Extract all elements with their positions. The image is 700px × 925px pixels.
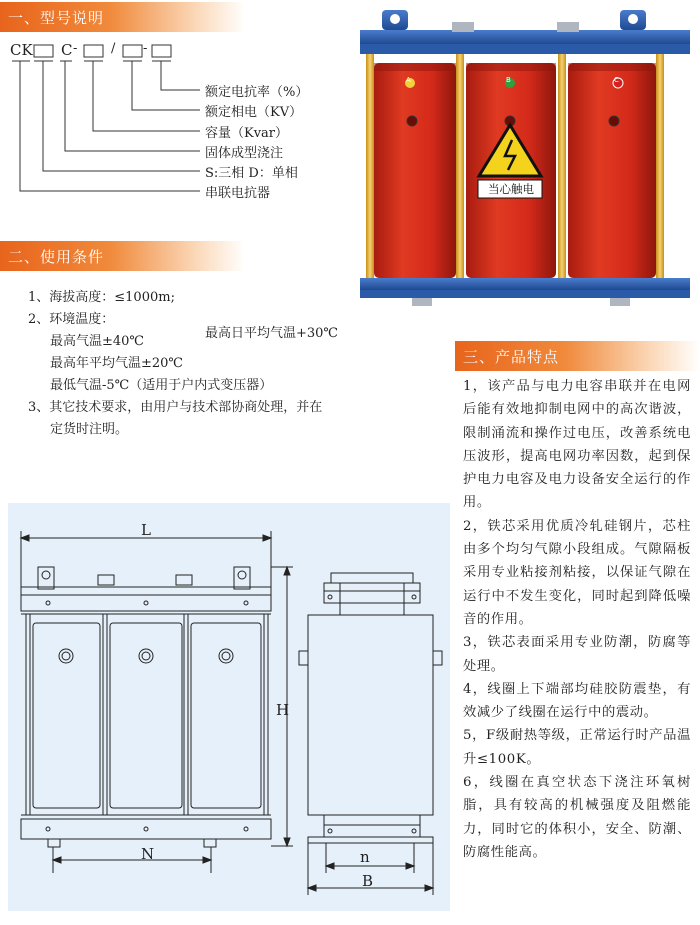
condition-other-cont: 定货时注明。: [50, 422, 129, 437]
section-title: 三、产品特点: [463, 347, 560, 366]
legend-reactance-rate: 额定电抗率（%）: [205, 85, 309, 100]
condition-altitude: 1、海拔高度：≤1000m;: [28, 290, 175, 305]
legend-capacity: 容量（Kvar）: [205, 126, 289, 141]
model-code-diagram: [0, 35, 360, 205]
phase-label-a: A: [406, 76, 411, 84]
section-header-conditions: [0, 241, 245, 271]
feature-paragraph: 6，线圈在真空状态下浇注环氧树脂，具有较高的机械强度及阻燃能力，同时它的体积小，安全、防潮、防腐性能高。: [463, 775, 691, 860]
dimension-drawing: [8, 503, 450, 911]
feature-paragraph: 5，F级耐热等级，正常运行时产品温升≤100K。: [463, 728, 691, 767]
feature-paragraph: 4，线圈上下端部均硅胶防震垫，有效减少了线圈在运行中的震动。: [463, 681, 691, 721]
phase-label-c: C: [614, 76, 619, 84]
condition-temperature: 2、环境温度：: [28, 312, 115, 327]
legend-cast: 固体成型浇注: [205, 146, 284, 161]
model-dash-1: -: [73, 41, 78, 56]
legend-rated-voltage: 额定相电（KV）: [205, 105, 303, 120]
product-photo: [352, 8, 697, 308]
dimension-label-n-upper: N: [141, 845, 155, 863]
dimension-label-l: L: [141, 521, 151, 539]
condition-max-yearly-avg: 最高年平均气温±20℃: [50, 356, 183, 371]
legend-phase: S:三相 D：单相: [205, 166, 298, 181]
condition-max-temp: 最高气温±40℃: [50, 334, 144, 349]
section-header-model: [0, 2, 245, 32]
condition-other: 3、其它技术要求，由用户与技术部协商处理，并在: [28, 400, 323, 415]
model-letter-c: C: [61, 41, 73, 59]
condition-max-daily-avg: 最高日平均气温+30℃: [205, 326, 338, 341]
condition-min-temp: 最低气温-5℃（适用于户内式变压器）: [50, 378, 273, 393]
feature-paragraph: 3，铁芯表面采用专业防潮，防腐等处理。: [463, 635, 691, 674]
feature-paragraph: 2，铁芯采用优质冷轧硅钢片，芯柱由多个均匀气隙小段组成。气隙隔板采用专业粘接剂粘接，以保证气隙在运行中不发生变化，同时起到降低噪音的作用。: [463, 518, 691, 627]
section-title: 一、型号说明: [8, 8, 105, 27]
phase-label-b: B: [506, 76, 511, 84]
dimension-label-b: B: [362, 872, 374, 890]
dimension-label-h: H: [276, 701, 290, 719]
model-dash-2: -: [143, 41, 148, 56]
feature-paragraph: 1，该产品与电力电容串联并在电网后能有效地抑制电网中的高次谐波，限制涌流和操作过电压，改善系统电压波形，提高电网功率因数，起到保护电力电容及电力设备安全运行的作用。: [463, 379, 691, 511]
dimension-label-n-lower: n: [360, 848, 370, 866]
model-prefix-ck: CK: [10, 41, 33, 59]
warning-label: 当心触电: [488, 182, 534, 196]
section-header-features: [455, 341, 700, 371]
section-title: 二、使用条件: [8, 247, 105, 266]
model-slash: /: [111, 41, 116, 56]
features-list: [463, 375, 691, 864]
model-code-lines: [0, 35, 360, 205]
legend-series-reactor: 串联电抗器: [205, 186, 271, 201]
